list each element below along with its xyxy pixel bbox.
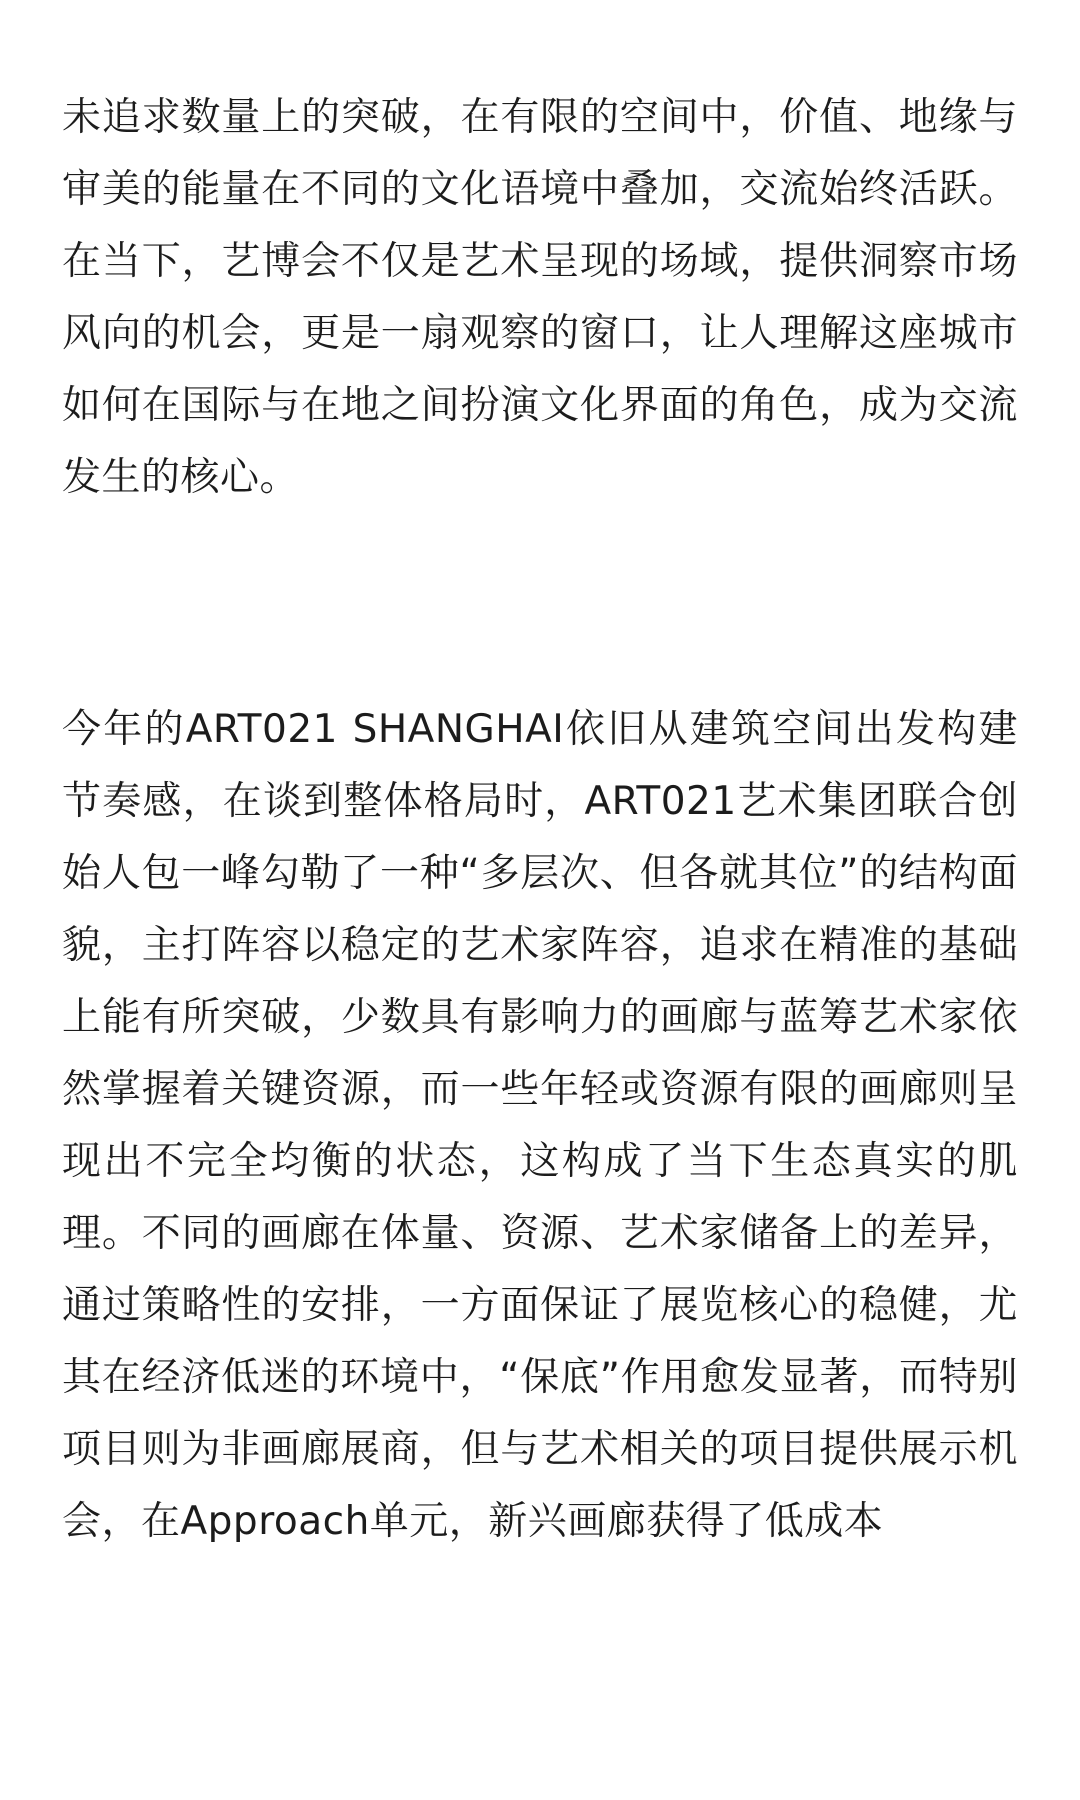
paragraph-1: 未追求数量上的突破，在有限的空间中，价值、地缘与审美的能量在不同的文化语境中叠加，交流始终活跃。在当下，艺博会不仅是艺术呈现的场域，提供洞察市场风向的机会，更是一扇观察的窗口，让人理解这座城市如何在国际与在地之间扮演文化界面的角色，成为交流发生的核心。: [62, 95, 1018, 500]
paragraph-2: 今年的ART021 SHANGHAI依旧从建筑空间出发构建节奏感，在谈到整体格局时，ART021艺术集团联合创始人包一峰勾勒了一种“多层次、但各就其位”的结构面貌，主打阵容以稳定的艺术家阵容，追求在精准的基础上能有所突破，少数具有影响力的画廊与蓝筹艺术家依然掌握着关键资源，而一些年轻或资源有限的画廊则呈现出不完全均衡的状态，这构成了当下生态真实的肌理。不同的画廊在体量、资源、艺术家储备上的差异，通过策略性的安排，一方面保证了展览核心的稳健，尤其在经济低迷的环境中，“保底”作用愈发显著，而特别项目则为非画廊展商，但与艺术相关的项目提供展示机会，在Approach单元，新兴画廊获得了低成本: [62, 707, 1018, 1544]
